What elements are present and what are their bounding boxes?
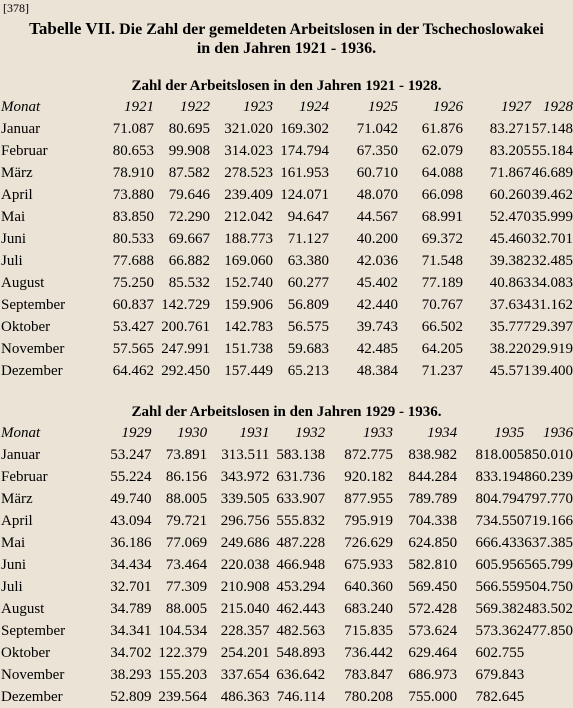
month-label: Mai [1,535,26,551]
column-header-monat: Monat [1,99,41,115]
value-cell: 169.302 [280,121,329,137]
value-cell: 53.427 [112,319,154,335]
value-cell: 49.740 [110,491,152,507]
value-cell: 292.450 [161,363,210,379]
value-cell: 159.906 [224,297,273,313]
value-cell: 40.863 [489,275,531,291]
value-cell: 60.260 [489,187,531,203]
value-cell: 795.919 [344,513,394,529]
value-cell: 60.710 [356,165,398,181]
value-cell: 45.571 [489,363,531,379]
value-cell: 640.360 [344,579,394,595]
value-cell: 48.384 [356,363,398,379]
month-label: September [1,297,66,313]
table-row [1,444,573,466]
value-cell: 71.042 [356,121,398,137]
month-label: August [1,601,45,617]
value-cell: 64.088 [421,165,463,181]
value-cell: 637.385 [524,535,573,551]
value-cell: 719.166 [524,513,573,529]
value-cell: 569.450 [408,579,458,595]
value-cell: 79.721 [165,513,208,529]
table-row [1,360,573,382]
header-row [1,422,573,444]
value-cell: 32.485 [531,253,573,269]
value-cell: 782.645 [475,689,525,705]
table-row [1,338,573,360]
value-cell: 278.523 [224,165,273,181]
value-cell: 73.880 [112,187,154,203]
value-cell: 72.290 [168,209,210,225]
month-label: November [1,667,65,683]
value-cell: 804.794 [475,491,525,507]
value-cell: 83.271 [489,121,531,137]
column-header-year: 1921 [124,99,154,115]
value-cell: 65.213 [287,363,329,379]
value-cell: 838.982 [408,447,458,463]
value-cell: 66.098 [421,187,463,203]
value-cell: 88.005 [165,601,208,617]
value-cell: 169.060 [224,253,273,269]
value-cell: 157.449 [224,363,273,379]
page-title [0,19,573,58]
value-cell: 78.910 [112,165,154,181]
table-1-subtitle: Zahl der Arbeitslosen in den Jahren 1921 - 1928. [131,78,442,94]
value-cell: 64.205 [421,341,463,357]
table-row [1,620,573,642]
value-cell: 228.357 [220,623,270,639]
value-cell: 62.079 [421,143,463,159]
value-cell: 39.400 [531,363,573,379]
column-header-year: 1934 [427,425,458,441]
value-cell: 80.533 [112,231,154,247]
column-header-year: 1928 [543,99,573,115]
value-cell: 487.228 [276,535,326,551]
column-header-year: 1933 [363,425,394,441]
value-cell: 483.502 [524,601,573,617]
month-label: Februar [1,143,48,159]
value-cell: 850.010 [524,447,573,463]
table-row [1,488,573,510]
value-cell: 94.647 [287,209,329,225]
table-row [1,140,573,162]
value-cell: 77.688 [112,253,154,269]
value-cell: 85.532 [168,275,210,291]
value-cell: 254.201 [220,645,270,661]
value-cell: 686.973 [408,667,458,683]
value-cell: 565.799 [524,557,573,573]
value-cell: 155.203 [158,667,208,683]
value-cell: 34.083 [531,275,573,291]
value-cell: 161.953 [280,165,329,181]
value-cell: 220.038 [220,557,270,573]
value-cell: 55.184 [531,143,573,159]
value-cell: 64.462 [112,363,154,379]
value-cell: 200.761 [161,319,210,335]
value-cell: 45.402 [356,275,398,291]
table-row [1,598,573,620]
value-cell: 34.341 [110,623,152,639]
table-row [1,316,573,338]
value-cell: 59.683 [287,341,329,357]
value-cell: 860.239 [524,469,573,485]
value-cell: 71.237 [421,363,463,379]
value-cell: 34.702 [110,645,152,661]
value-cell: 71.867 [489,165,531,181]
column-header-year: 1924 [299,99,329,115]
value-cell: 69.372 [421,231,463,247]
value-cell: 486.363 [220,689,270,705]
value-cell: 548.893 [276,645,326,661]
column-header-year: 1927 [501,99,531,115]
value-cell: 122.379 [158,645,208,661]
value-cell: 38.220 [489,341,531,357]
value-cell: 818.005 [475,447,525,463]
value-cell: 42.485 [356,341,398,357]
column-header-year: 1930 [177,425,208,441]
value-cell: 683.240 [344,601,394,617]
value-cell: 66.502 [421,319,463,335]
value-cell: 29.919 [531,341,573,357]
value-cell: 337.654 [220,667,270,683]
month-label: Juni [1,231,27,247]
value-cell: 34.789 [110,601,152,617]
month-label: September [1,623,66,639]
month-label: März [1,165,33,181]
value-cell: 69.667 [168,231,210,247]
value-cell: 67.350 [356,143,398,159]
table-row [1,206,573,228]
value-cell: 453.294 [276,579,326,595]
table-row [1,510,573,532]
value-cell: 56.575 [287,319,329,335]
value-cell [524,664,573,686]
value-cell: 314.023 [224,143,273,159]
value-cell: 844.284 [408,469,458,485]
column-header-year: 1931 [239,425,270,441]
table-row [1,294,573,316]
value-cell: 174.794 [280,143,329,159]
value-cell: 573.362 [475,623,525,639]
value-cell: 45.460 [489,231,531,247]
table-row [1,554,573,576]
table-row [1,532,573,554]
value-cell: 80.653 [112,143,154,159]
value-cell: 40.200 [356,231,398,247]
column-header-year: 1932 [295,425,326,441]
value-cell: 343.972 [220,469,270,485]
table-row [1,466,573,488]
value-cell: 726.629 [344,535,394,551]
value-cell: 755.000 [408,689,458,705]
value-cell: 52.809 [110,689,152,705]
value-cell: 566.559 [475,579,525,595]
value-cell: 555.832 [276,513,326,529]
value-cell: 55.224 [110,469,152,485]
value-cell: 43.094 [110,513,152,529]
value-cell: 151.738 [224,341,273,357]
month-label: Dezember [1,689,63,705]
column-header-monat: Monat [1,425,41,441]
value-cell: 79.646 [168,187,210,203]
month-label: Juni [1,557,27,573]
value-cell: 462.443 [276,601,326,617]
value-cell [524,686,573,708]
column-header-year: 1922 [180,99,210,115]
value-cell: 71.548 [421,253,463,269]
value-cell: 75.250 [112,275,154,291]
value-cell: 666.433 [475,535,525,551]
table-row [1,250,573,272]
value-cell: 142.783 [224,319,273,335]
table-row [1,664,573,686]
month-label: April [1,187,33,203]
table-row [1,686,573,708]
value-cell: 636.642 [276,667,326,683]
value-cell: 70.767 [421,297,463,313]
table-1921-1928 [1,96,573,382]
table-2-subtitle: Zahl der Arbeitslosen in den Jahren 1929 - 1936. [131,404,442,420]
value-cell: 53.247 [110,447,152,463]
value-cell: 833.194 [475,469,525,485]
value-cell: 212.042 [224,209,273,225]
value-cell: 73.464 [165,557,208,573]
value-cell: 789.789 [408,491,458,507]
value-cell: 29.397 [531,319,573,335]
month-label: Dezember [1,363,63,379]
value-cell: 152.740 [224,275,273,291]
value-cell: 239.409 [224,187,273,203]
value-cell: 60.837 [112,297,154,313]
value-cell: 71.087 [112,121,154,137]
value-cell: 504.750 [524,579,573,595]
value-cell: 142.729 [161,297,210,313]
value-cell: 39.382 [489,253,531,269]
value-cell: 631.736 [276,469,326,485]
column-header-year: 1929 [121,425,152,441]
value-cell: 482.563 [276,623,326,639]
value-cell: 73.891 [165,447,208,463]
column-header-year: 1925 [368,99,398,115]
value-cell: 42.036 [356,253,398,269]
value-cell: 633.907 [276,491,326,507]
page-number: [378] [3,1,29,15]
value-cell: 48.070 [356,187,398,203]
value-cell: 715.835 [344,623,394,639]
table-row [1,162,573,184]
value-cell: 104.534 [158,623,208,639]
table-row [1,576,573,598]
value-cell: 736.442 [344,645,394,661]
month-label: Januar [1,121,41,137]
value-cell: 71.127 [287,231,329,247]
value-cell: 582.810 [408,557,458,573]
value-cell: 39.743 [356,319,398,335]
value-cell: 63.380 [287,253,329,269]
value-cell: 80.695 [168,121,210,137]
value-cell: 42.440 [356,297,398,313]
table-1929-1936 [1,422,573,708]
title-line2: in den Jahren 1921 - 1936. [196,40,377,57]
column-header-year: 1936 [543,425,573,441]
value-cell: 35.777 [489,319,531,335]
value-cell: 68.991 [421,209,463,225]
value-cell: 83.850 [112,209,154,225]
month-label: Februar [1,469,48,485]
value-cell: 56.809 [287,297,329,313]
value-cell: 32.701 [110,579,152,595]
value-cell: 44.567 [356,209,398,225]
value-cell: 31.162 [531,297,573,313]
title-lead: Tabelle VII. [29,19,116,38]
value-cell: 66.882 [168,253,210,269]
value-cell: 313.511 [221,447,270,463]
value-cell: 573.624 [408,623,458,639]
value-cell: 52.470 [489,209,531,225]
value-cell: 797.770 [524,491,573,507]
value-cell: 624.850 [408,535,458,551]
value-cell: 679.843 [475,667,525,683]
value-cell: 87.582 [168,165,210,181]
month-label: Juli [1,253,23,269]
title-rest: Die Zahl der gemeldeten Arbeitslosen in der Tschechoslowakei [115,21,544,38]
month-label: August [1,275,45,291]
value-cell: 37.634 [489,297,531,313]
value-cell: 57.565 [112,341,154,357]
value-cell [524,642,573,664]
value-cell: 746.114 [276,689,326,705]
value-cell: 35.999 [531,209,573,225]
value-cell: 872.775 [344,447,394,463]
month-label: Oktober [1,319,51,335]
value-cell: 605.956 [475,557,525,573]
value-cell: 215.040 [220,601,270,617]
value-cell: 60.277 [287,275,329,291]
value-cell: 239.564 [158,689,208,705]
table-row [1,118,573,140]
value-cell: 734.550 [475,513,525,529]
value-cell: 920.182 [344,469,394,485]
value-cell: 569.382 [475,601,525,617]
value-cell: 61.876 [421,121,463,137]
value-cell: 477.850 [524,623,573,639]
table-row [1,642,573,664]
value-cell: 629.464 [408,645,458,661]
month-label: Januar [1,447,41,463]
value-cell: 46.689 [531,165,573,181]
header-row [1,96,573,118]
value-cell: 247.991 [161,341,210,357]
column-header-year: 1923 [243,99,273,115]
value-cell: 675.933 [344,557,394,573]
value-cell: 86.156 [165,469,208,485]
value-cell: 34.434 [110,557,152,573]
value-cell: 466.948 [276,557,326,573]
value-cell: 77.189 [421,275,463,291]
value-cell: 339.505 [220,491,270,507]
value-cell: 321.020 [224,121,273,137]
value-cell: 77.069 [165,535,208,551]
value-cell: 704.338 [408,513,458,529]
table-row [1,228,573,250]
month-label: Mai [1,209,26,225]
month-label: November [1,341,65,357]
value-cell: 188.773 [224,231,273,247]
value-cell: 38.293 [110,667,152,683]
value-cell: 124.071 [280,187,329,203]
month-label: März [1,491,33,507]
value-cell: 583.138 [276,447,326,463]
value-cell: 783.847 [344,667,394,683]
table-row [1,272,573,294]
value-cell: 249.686 [220,535,270,551]
value-cell: 57.148 [531,121,573,137]
value-cell: 572.428 [408,601,458,617]
value-cell: 99.908 [168,143,210,159]
value-cell: 602.755 [475,645,525,661]
value-cell: 32.701 [531,231,573,247]
column-header-year: 1935 [494,425,525,441]
value-cell: 877.955 [344,491,394,507]
value-cell: 210.908 [220,579,270,595]
value-cell: 77.309 [165,579,208,595]
column-header-year: 1926 [433,99,463,115]
value-cell: 36.186 [110,535,152,551]
value-cell: 296.756 [220,513,270,529]
value-cell: 39.462 [531,187,573,203]
month-label: Oktober [1,645,51,661]
value-cell: 780.208 [344,689,394,705]
month-label: Juli [1,579,23,595]
month-label: April [1,513,33,529]
table-row [1,184,573,206]
value-cell: 83.205 [489,143,531,159]
value-cell: 88.005 [165,491,208,507]
